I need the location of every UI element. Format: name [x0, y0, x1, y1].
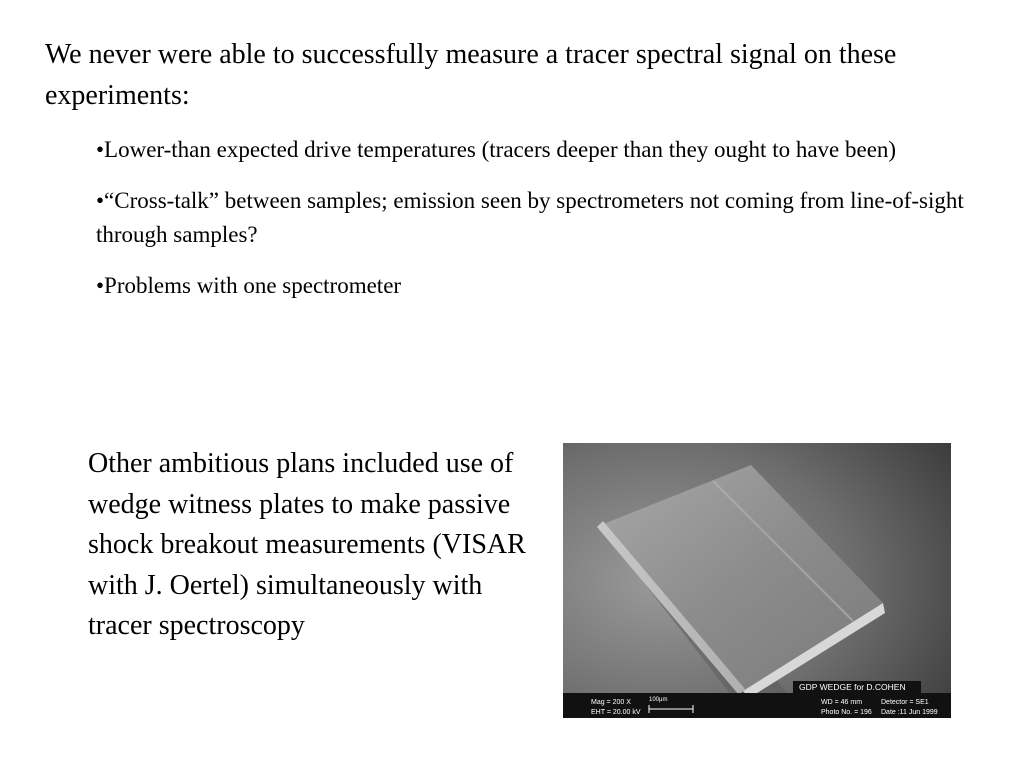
slide-heading: We never were able to successfully measure a tracer spectral signal on these experiments: [45, 39, 897, 111]
sem-micrograph [563, 443, 951, 718]
sem-photo-label: Photo No. = 196 [821, 709, 872, 716]
sem-scale-label: 100µm [649, 697, 668, 703]
sem-eht-label: EHT = 20.00 kV [591, 709, 641, 716]
sem-detector-label: Detector = SE1 [881, 699, 929, 706]
sem-mag-label: Mag = 200 X [591, 699, 631, 706]
bullet-list [96, 133, 986, 320]
sem-title-label: GDP WEDGE for D.COHEN [799, 682, 906, 692]
bullet-item: •Lower-than expected drive temperatures (tracers deeper than they ought to have been) [96, 137, 897, 162]
body-paragraph: Other ambitious plans included use of wedge witness plates to make passive shock breakout measurements (VISAR with J. Oertel) simultaneously with tracer spectroscopy [88, 448, 526, 641]
bullet-item: •“Cross-talk” between samples; emission seen by spectrometers not coming from line-of-sight through samples? [96, 188, 964, 247]
bullet-item: •Problems with one spectrometer [96, 273, 402, 298]
sem-micrograph-image [563, 443, 951, 718]
sem-date-label: Date :11 Jun 1999 [881, 709, 938, 716]
sem-wd-label: WD = 46 mm [821, 699, 863, 706]
